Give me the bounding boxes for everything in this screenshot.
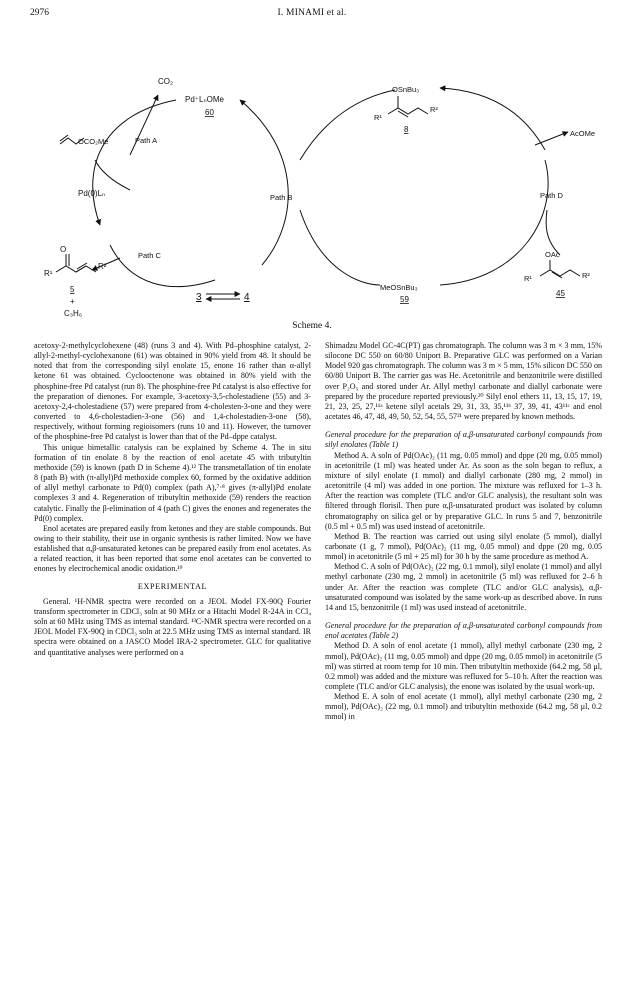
tin-r2-label: R² — [430, 105, 438, 114]
page-number: 2976 — [30, 8, 49, 18]
tin-enolate-num: 8 — [404, 125, 409, 134]
path-a-label: Path A — [135, 136, 158, 145]
left-paragraph-2: This unique bimetallic catalysis can be explained by Scheme 4. The in situ formation of tin enolate 8 by the reaction of enol acetate 45 with tributyltin methoxide (59) is known (path D in Scheme 4).¹² The transmetallation of tin enolate 8 (path B) with (π-allyl)Pd methoxide complex 60, formed by the oxidative addition of allyl methyl carbonate to Pd(0) complex (path A),⁷·⁸ gives (π-allyl)Pd enolate complexes 3 and 4. Regeneration of tributyltin methoxide (59) renders the reaction catalytic. Finally the β-elimination of 4 (path C) gives the enones and regenerates the Pd(0) complex. — [34, 442, 311, 523]
cycle-arc-bottom-right — [300, 210, 380, 285]
co2-arrow — [130, 95, 158, 155]
tin-r1-label: R¹ — [374, 113, 382, 122]
propene-label: C₃H₆ — [64, 309, 83, 318]
procedure-heading-enol-acetate: General procedure for the preparation of α,β-unsaturated carbonyl compounds from enol acetates (Table 2) — [325, 621, 602, 641]
oac-r1-label: R¹ — [524, 274, 532, 283]
cycle-arc-path-d — [440, 160, 548, 285]
plus-sign: + — [70, 297, 75, 306]
acome-arrow — [535, 132, 568, 145]
cycle-arc-top-back — [440, 88, 545, 150]
experimental-general: General. ¹H-NMR spectra were recorded on a JEOL Model FX-90Q Fourier transform spectrometer in CDCl₃ soln at 90 MHz or a Hitachi Model R-24A in CCl₄ soln at 60 MHz using TMS as internal standard. ¹³C-NMR spectra were recorded on a JEOL Model FX-90Q in CDCl₃ soln at 22.5 MHz using TMS as internal standard. IR spectra were obtained on a JASCO Model IRA-2 spectrometer. GLC for qualitative and quantitative analyses were performed on a — [34, 596, 311, 657]
cycle-arc-top-left — [93, 100, 176, 225]
method-b: Method B. The reaction was carried out using silyl enolate (5 mmol), diallyl carbonate (1 g, 7 mmol), Pd(OAc)₂ (11 mg, 0.05 mmol) and dppe (20 mg, 0.05 mmol) in acetonitrile (5 ml + 25 ml) for 30 h by the same procedure as method A. — [325, 531, 602, 562]
left-column — [34, 341, 311, 658]
oac-r2-label: R² — [582, 271, 590, 280]
reaction-scheme — [0, 40, 624, 320]
path-d-label: Path D — [540, 191, 563, 200]
running-head: I. MINAMI et al. — [277, 8, 347, 18]
enone-r1-label: R¹ — [44, 269, 53, 278]
acome-label: AcOMe — [570, 129, 596, 138]
cycle-arc-bottom-left — [110, 245, 215, 287]
complex-4: 4 — [244, 292, 250, 303]
left-paragraph-1: acetoxy-2-methylcyclohexene (48) (runs 3 and 4). With Pd–phosphine catalyst, 2-allyl-2-methyl-cyclohexanone (61) was obtained in 90% yield from 48. It should be noted that from the corresponding silyl enolate 15, enone 16 rather than α-allyl ketone 61 was obtained. Cyclooctenone was obtained in 80% yield with the phosphine-free Pd catalyst (run 8). The phosphine-free Pd catalyst is also effective for the preparation of dienones. For example, 3-acetoxy-3,5-cholestadiene (55) and 3-acetoxy-2,4-cholestadiene (57) were prepared from 4-cholesten-3-one and they were converted to 4,6-cholestadien-3-one (56) and 1,4-cholestadien-3-one (58), respectively, without forming regioisomers (runs 10 and 11). However, the turnover of the phosphine-free Pd catalyst is lower than that of the Pd–dppe catalyst. — [34, 341, 312, 442]
meosnbu3-num: 59 — [400, 295, 409, 304]
experimental-heading: EXPERIMENTAL — [137, 581, 208, 591]
scheme-caption: Scheme 4. — [292, 321, 332, 331]
enone-skeleton — [56, 266, 96, 272]
path-b-label: Path B — [270, 193, 293, 202]
method-c: Method C. A soln of Pd(OAc)₂ (22 mg, 0.1 mmol), silyl enolate (1 mmol) and allyl methyl carbonate (230 mg, 2 mmol) in acetonitrile (5 ml) was refluxed for 2–6 h under Ar. After the reaction was complete (TLC and/or GLC analysis), α,β-unsaturated compound was isolated by the same work-up as described above. In runs 14 and 15, benzonitrile (1 ml) was used instead of acetonitrile. — [325, 562, 602, 612]
pd-allyl-label: Pd⁺LₙOMe — [185, 95, 224, 104]
co2-label: CO₂ — [158, 77, 174, 86]
oac-num: 45 — [556, 289, 565, 298]
tin-enolate-skeleton — [388, 108, 428, 114]
oac-label: OAc — [545, 250, 560, 259]
complex-3: 3 — [196, 292, 202, 303]
tin-enolate-o-label: OSnBu₃ — [392, 85, 420, 94]
left-paragraph-3: Enol acetates are prepared easily from ketones and they are stable compounds. But owing to their stability, their use in organic synthesis is rather limited. Now we have established that α,β-unsaturated ketones can be prepared easily from enol acetates. As a related reaction, it has been reported that some enol acetates can be converted to enones by electrochemical anodic oxidation.¹⁹ — [34, 523, 311, 574]
method-d: Method D. A soln of enol acetate (1 mmol), allyl methyl carbonate (230 mg, 2 mmol), Pd(OAc)₂ (11 mg, 0.05 mmol) and dppe (20 mg, 0.05 mmol) in acetonitrile (5 ml) was stirred at room temp for 10 min. Then tributyltin methoxide (64.2 mg, 58 μl, 0.2 mmol) was added and the mixture was refluxed for 5–10 h. After the reaction was complete (TLC and/or GLC analysis), the enone was isolated by the usual work-up. — [325, 641, 602, 691]
procedure-heading-silyl: General procedure for the preparation of α,β-unsaturated carbonyl compounds from silyl enolates (Table 1) — [325, 430, 602, 450]
enone-num: 5 — [70, 285, 75, 294]
allyl-carbonate-label: OCO₂Me — [78, 137, 109, 146]
method-a: Method A. A soln of Pd(OAc)₂ (11 mg, 0.05 mmol) and dppe (20 mg, 0.05 mmol) in acetonitrile (1 ml) was heated under Ar. As soon as the soln began to reflux, a mixture of silyl enolate (1 mmol) and diallyl carbonate (280 mg, 2 mmol) in acetonitrile (4 ml) was added in one portion. The mixture was refluxed for 1–3 h. After the reaction was complete (TLC and/or GLC analysis), the resultant soln was filtered through florisil. Then pure α,β-unsaturated product was isolated by column chromatography on silica gel or by preparative GLC. In runs 5 and 7, benzonitrile (0.5 ml + 0.5 ml) was used instead of acetonitrile. — [325, 450, 602, 531]
oac-skeleton — [540, 270, 580, 276]
enone-r2-label: R² — [98, 262, 107, 271]
meosnbu3-label: MeOSnBu₃ — [380, 283, 418, 292]
oac-entry — [546, 210, 560, 255]
method-e: Method E. A soln of enol acetate (1 mmol), allyl methyl carbonate (230 mg, 2 mmol), Pd(OAc)₂ (22 mg, 0.1 mmol) and tributyltin methoxide (64.2 mg, 58 μl, 0.2 mmol) in — [325, 692, 602, 722]
carbonate-entry — [95, 160, 130, 190]
cycle-arc-top-right — [300, 90, 395, 160]
pd0-label: Pd(0)Lₙ — [78, 189, 106, 198]
cycle-arc-right-left — [240, 100, 288, 265]
right-column — [325, 341, 602, 723]
pd-allyl-num: 60 — [205, 108, 214, 117]
right-intro: Shimadzu Model GC-4C(PT) gas chromatograph. The column was 3 m × 3 mm, 15% silocone DC 550 on 60/80 Uniport B. Preparative GLC was performed on a Varian Model 920 gas chromatograph. The column was 3 m × 5 mm, 15% silicon DC 550 on 60/80 Uniport B. The carrier gas was He. Acetonitrile and benzonitrile were distilled over P₂O₅ and stored under Ar. Allyl methyl carbonate and diallyl carbonate were prepared by the procedure reported previously.²⁰ Silyl enol ethers 11, 13, 15, 17, 19, 21, 23, 25, 27,¹¹ᵃ ketene silyl acetals 29, 31, 33, 35,¹¹ᵇ 37, 39, 41, 43¹¹ᶜ and enol acetates 46, 47, 48, 49, 50, 52, 54, 55, 57²¹ were prepared by known methods. — [325, 341, 602, 422]
enone-o-label: O — [60, 245, 67, 254]
path-c-label: Path C — [138, 251, 161, 260]
